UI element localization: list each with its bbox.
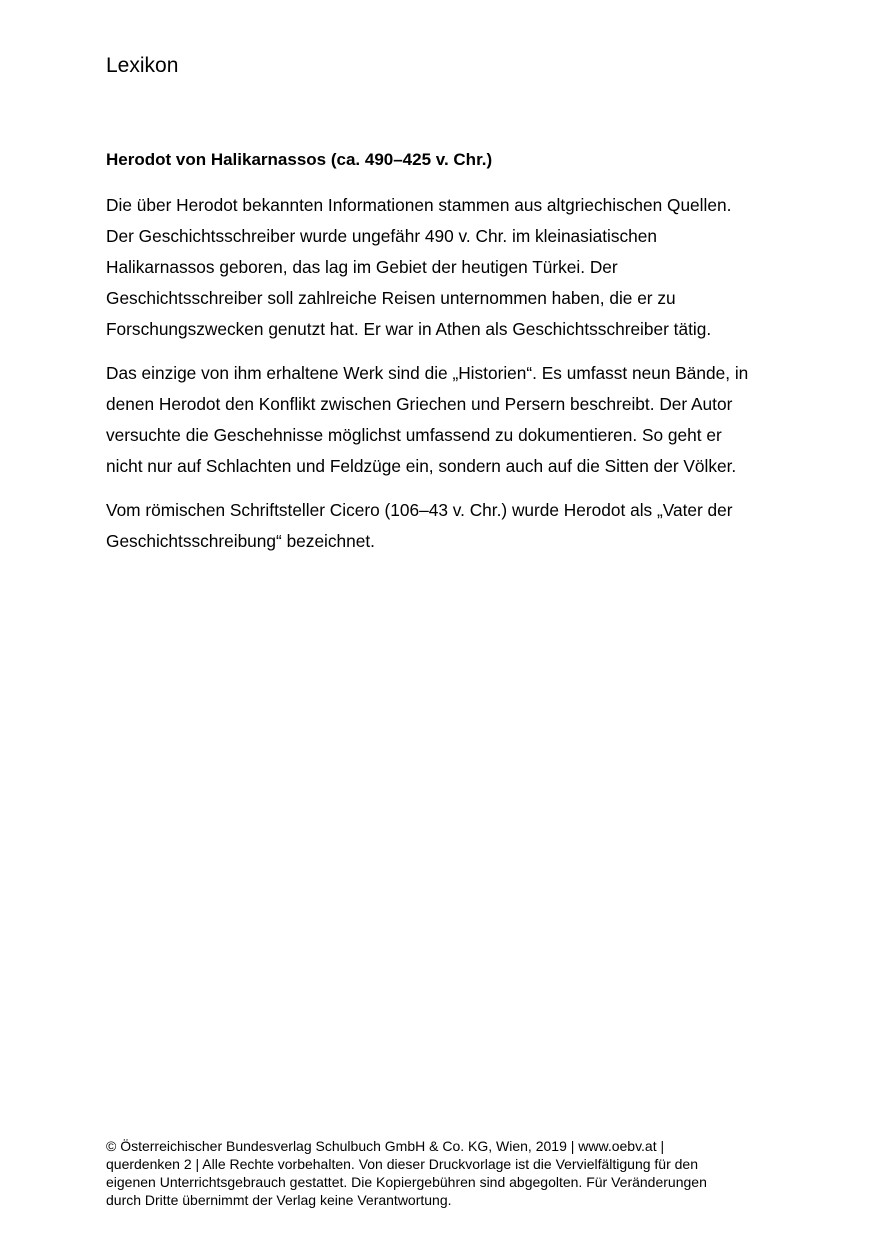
paragraph-line: nicht nur auf Schlachten und Feldzüge ein, sondern auch auf die Sitten der Völker. <box>106 456 737 476</box>
paragraph-line: Geschichtsschreiber soll zahlreiche Reisen unternommen haben, die er zu <box>106 288 676 308</box>
paragraph-line: Die über Herodot bekannten Informationen stammen aus altgriechischen Quellen. <box>106 195 732 215</box>
paragraph-line: Das einzige von ihm erhaltene Werk sind die „Historien“. Es umfasst neun Bände, in <box>106 363 749 383</box>
footer-line: querdenken 2 | Alle Rechte vorbehalten. Von dieser Druckvorlage ist die Vervielfältigung für den <box>106 1156 698 1172</box>
article-paragraph-1 <box>106 190 796 345</box>
paragraph-line: versuchte die Geschehnisse möglichst umfassend zu dokumentieren. So geht er <box>106 425 722 445</box>
paragraph-line: Der Geschichtsschreiber wurde ungefähr 490 v. Chr. im kleinasiatischen <box>106 226 658 246</box>
paragraph-line: denen Herodot den Konflikt zwischen Griechen und Persern beschreibt. Der Autor <box>106 394 733 414</box>
footer-line: eigenen Unterrichtsgebrauch gestattet. Die Kopiergebühren sind abgegolten. Für Veränderungen <box>106 1174 707 1190</box>
article <box>106 147 796 570</box>
footer-line: © Österreichischer Bundesverlag Schulbuch GmbH & Co. KG, Wien, 2019 | www.oebv.at | <box>106 1138 665 1154</box>
paragraph-line: Forschungszwecken genutzt hat. Er war in Athen als Geschichtsschreiber tätig. <box>106 319 712 339</box>
article-paragraph-2 <box>106 358 796 482</box>
copyright-footer <box>106 1137 806 1209</box>
page-header-title: Lexikon <box>106 54 179 77</box>
article-paragraph-3 <box>106 495 796 557</box>
paragraph-line: Halikarnassos geboren, das lag im Gebiet der heutigen Türkei. Der <box>106 257 618 277</box>
article-heading: Herodot von Halikarnassos (ca. 490–425 v. Chr.) <box>106 150 493 169</box>
footer-line: durch Dritte übernimmt der Verlag keine Verantwortung. <box>106 1192 452 1208</box>
paragraph-line: Geschichtsschreibung“ bezeichnet. <box>106 531 375 551</box>
paragraph-line: Vom römischen Schriftsteller Cicero (106–43 v. Chr.) wurde Herodot als „Vater der <box>106 500 733 520</box>
